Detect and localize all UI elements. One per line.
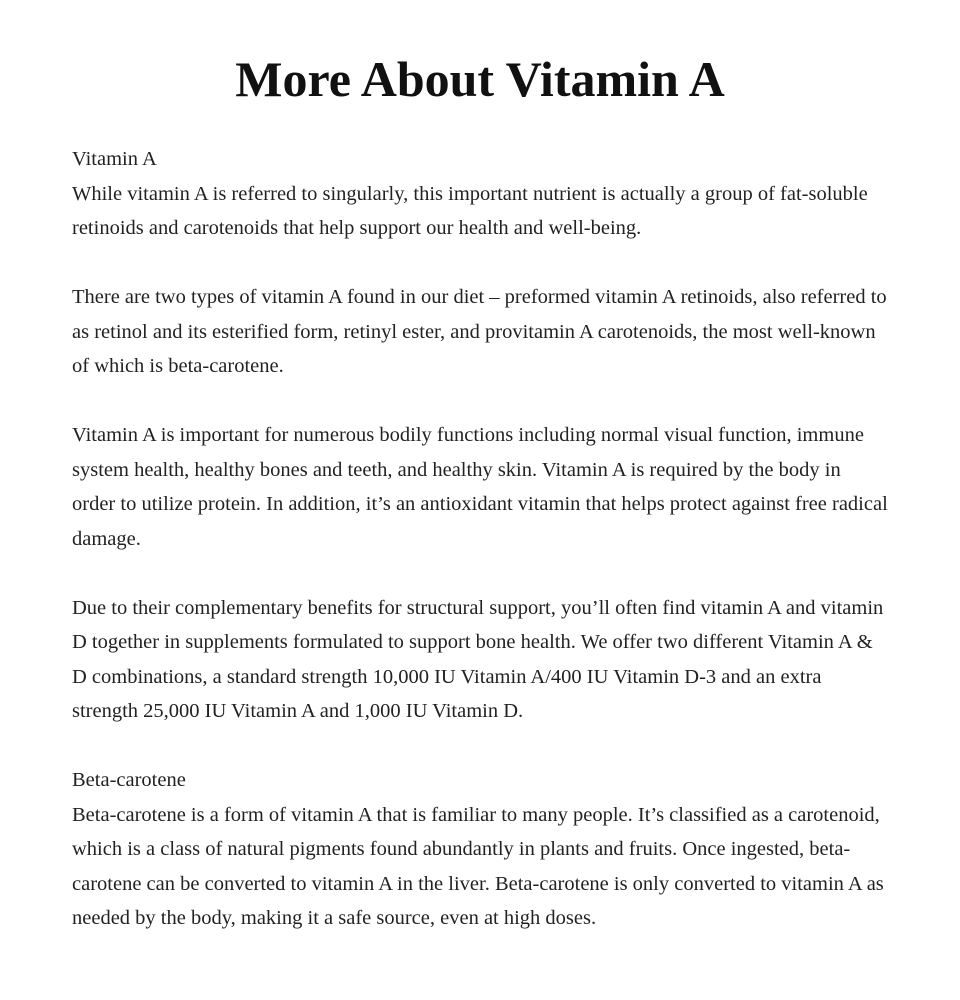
- paragraph-text: Beta-carotene is a form of vitamin A that is familiar to many people. It’s classified as a carotenoid, which is a class of natural pigments found abundantly in plants and fruits. Once ingested, beta-carotene can be converted to vitamin A in the liver. Beta-carotene is only converted to vitamin A as needed by the body, making it a safe source, even at high doses.: [72, 803, 884, 929]
- paragraph: There are two types of vitamin A found in our diet – preformed vitamin A retinoids, also referred to as retinol and its esterified form, retinyl ester, and provitamin A carotenoids, the most well-known of which is beta-carotene.: [72, 286, 887, 377]
- section-heading: Vitamin A: [72, 148, 157, 170]
- paragraph: [72, 142, 888, 246]
- paragraph: [72, 763, 888, 936]
- article-content: [72, 142, 888, 936]
- section-vitamin-a: [72, 142, 888, 729]
- section-heading: Beta-carotene: [72, 769, 186, 791]
- paragraph: Vitamin A is important for numerous bodily functions including normal visual function, immune system health, healthy bones and teeth, and healthy skin. Vitamin A is required by the body in order to utilize protein. In addition, it’s an antioxidant vitamin that helps protect against free radical damage.: [72, 424, 888, 550]
- paragraph-text: While vitamin A is referred to singularly, this important nutrient is actually a group of fat-soluble retinoids and carotenoids that help support our health and well-being.: [72, 182, 868, 239]
- section-beta-carotene: [72, 763, 888, 936]
- paragraph: Due to their complementary benefits for structural support, you’ll often find vitamin A and vitamin D together in supplements formulated to support bone health. We offer two different Vitamin A & D combinations, a standard strength 10,000 IU Vitamin A/400 IU Vitamin D-3 and an extra strength 25,000 IU Vitamin A and 1,000 IU Vitamin D.: [72, 596, 884, 722]
- page-title: More About Vitamin A: [235, 51, 725, 107]
